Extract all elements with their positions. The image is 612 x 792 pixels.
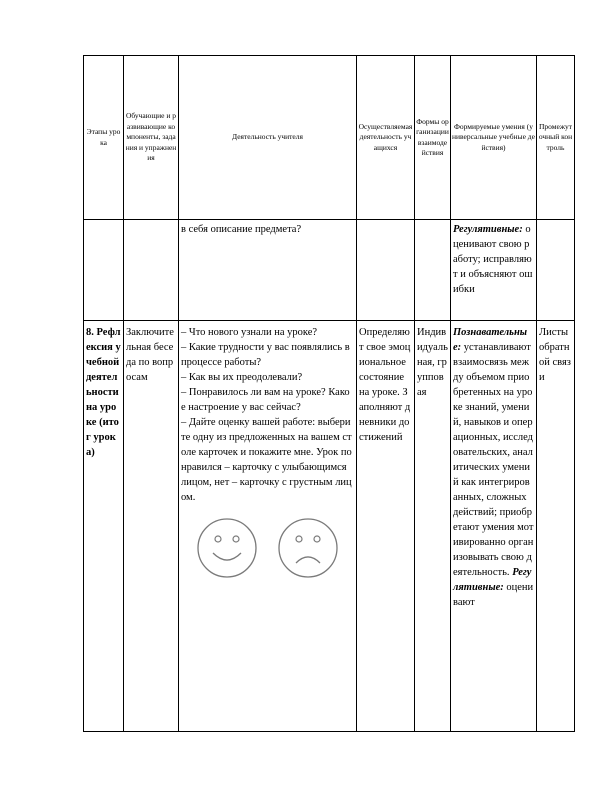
header-teacher: Деятельность учителя — [179, 56, 357, 220]
header-students: Осуществляемая деятельность учащихся — [357, 56, 415, 220]
cell-empty — [537, 220, 575, 321]
skills-text: оценивают — [453, 582, 534, 608]
skills-heading: Регулятивные: — [453, 567, 532, 593]
skills-heading: Познавательные: — [453, 327, 528, 353]
cell-teacher — [179, 321, 357, 732]
skills-heading: Регулятивные: — [453, 224, 523, 235]
header-forms: Формы организации взаимодействия — [415, 56, 451, 220]
cell-stage: 8. Рефлексия учебной деятельности на уроке (итог урока) — [84, 321, 124, 732]
cell-skills — [451, 321, 537, 732]
table-row-reflection — [84, 321, 575, 732]
smiling-face-icon — [196, 517, 258, 579]
header-components: Обучающие и развивающие компоненты, задания и упражнения — [124, 56, 179, 220]
table-row-continued — [84, 220, 575, 321]
table-header-row — [84, 56, 575, 220]
cell-empty — [357, 220, 415, 321]
header-control: Промежуточный контроль — [537, 56, 575, 220]
header-stage: Этапы урока — [84, 56, 124, 220]
skills-text: оценивают свою работу; исправляют и объясняют ошибки — [453, 224, 533, 295]
cell-control: Листы обратной связи — [537, 321, 575, 732]
emotion-cards — [181, 517, 354, 579]
teacher-question: – Что нового узнали на уроке? — [181, 327, 318, 338]
sad-face-icon — [277, 517, 339, 579]
cell-forms: Индивидуальная, групповая — [415, 321, 451, 732]
skills-text: устанавливают взаимосвязь между объемом приобретенных на уроке знаний, умений, навыков и операционных, исследовательских, аналитических умений как интегрированных, сложных действий; приобретают умения мотивированно организовывать свою деятельность. — [453, 342, 534, 578]
cell-empty — [84, 220, 124, 321]
header-skills: Формируемые умения (универсальные учебные действия) — [451, 56, 537, 220]
cell-empty — [415, 220, 451, 321]
teacher-question: – Понравилось ли вам на уроке? Какое настроение у вас сейчас? — [181, 387, 350, 413]
cell-components: Заключительная беседа по вопросам — [124, 321, 179, 732]
cell-skills — [451, 220, 537, 321]
teacher-question: – Как вы их преодолевали? — [181, 372, 303, 383]
teacher-question: – Дайте оценку вашей работе: выберите одну из предложенных на вашем столе карточек и покажите мне. Урок понравился – карточку с улыбающимся лицом, нет – карточку с грустным лицом. — [181, 417, 352, 503]
cell-students: Определяют свое эмоциональное состояние на уроке. Заполняют дневники достижений — [357, 321, 415, 732]
cell-empty — [124, 220, 179, 321]
lesson-table — [83, 55, 575, 732]
cell-teacher: в себя описание предмета? — [179, 220, 357, 321]
teacher-question: – Какие трудности у вас появлялись в процессе работы? — [181, 342, 350, 368]
